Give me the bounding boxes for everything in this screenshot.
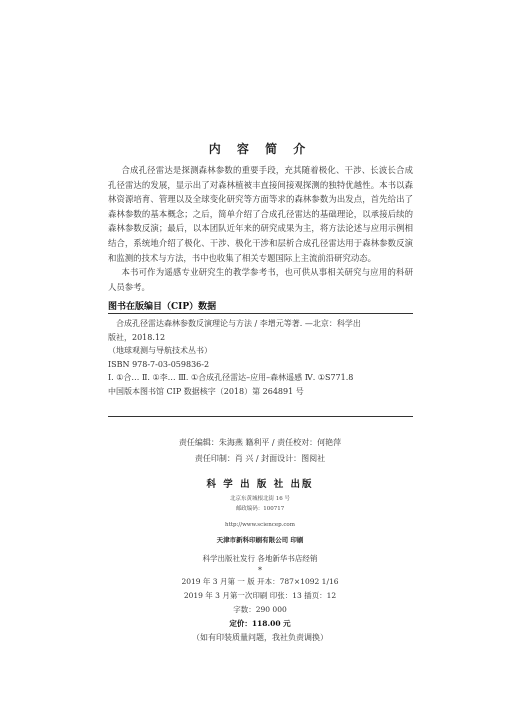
cip-line: 合成孔径雷达森林参数反演理论与方法 / 李增元等著. —北京：科学出 [116,319,361,328]
intro-section [108,163,413,294]
edition-info-block [0,575,520,645]
distributor-line: 科学出版社发行 各地新华书店经销 [202,554,318,563]
cip-line: ISBN 978-7-03-059836-2 [108,359,210,369]
cip-line: 中国版本图书馆 CIP 数据核字（2018）第 264891 号 [108,386,304,396]
publisher-postcode: 邮政编码：100717 [235,506,285,512]
cip-top-rule [108,313,413,314]
word-count: 字数：290 000 [233,605,287,614]
separator-star: * [258,566,262,575]
intro-paragraph: 本书可作为遥感专业研究生的教学参考书，也可供从事相关研究与应用的科研人员参考。 [108,267,413,292]
cip-bottom-rule [108,416,413,417]
cip-data-block [108,317,413,399]
publisher-website: http://www.sciencep.com [225,522,295,528]
cip-line: Ⅰ. ①合… Ⅱ. ①李… Ⅲ. ①合成孔径雷达–应用–森林遥感 Ⅳ. ①S771.8 [108,373,354,383]
publisher-name: 科 学 出 版 社 出版 [206,479,314,490]
page-title: 内 容 简 介 [208,142,312,156]
cip-line: （地球观测与导航技术丛书） [108,346,212,356]
credits-block [0,435,520,467]
production-credit-line: 责任印制：肖 兴 / 封面设计：图阅社 [194,454,326,463]
price: 定价：118.00 元 [229,619,291,628]
printing-line: 2019 年 3 月第一次印刷 印张：13 插页：12 [183,591,337,600]
cip-heading: 图书在版编目（CIP）数据 [108,302,217,312]
quality-notice: （如有印装质量问题，我社负责调换） [192,633,328,642]
publisher-address: 北京东黄城根北街 16 号 [230,496,290,502]
cip-line: 版社，2018.12 [108,332,166,342]
printer-name: 天津市新科印刷有限公司 印刷 [216,536,304,544]
editor-credit-line: 责任编辑：朱海燕 籍利平 / 责任校对：何艳萍 [178,438,342,447]
edition-line: 2019 年 3 月第 一 版 开本：787×1092 1/16 [181,577,339,586]
intro-paragraph: 合成孔径雷达是探测森林参数的重要手段，充其随着极化、干涉、长波长合成孔径雷达的发展，显示出了对森林植被丰直接间接观探测的独特优越性。本书以森林资源培育、管理以及全球变化研究等方面等求的森林参数为出发点，首先给出了森林参数的基本概念；之后，简单介绍了合成孔径雷达的基础理论，以承接后续的森林参数反演；最后，以本团队近年来的研究成果为主，将方法论述与应用示例相结合，系统地介绍了极化、干涉、极化干涉和层析合成孔径雷达用于森林参数反演和监测的技术与方法，书中也收集了相关专题国际上主流前沿研究动态。 [108,165,413,263]
publisher-block [0,476,520,576]
